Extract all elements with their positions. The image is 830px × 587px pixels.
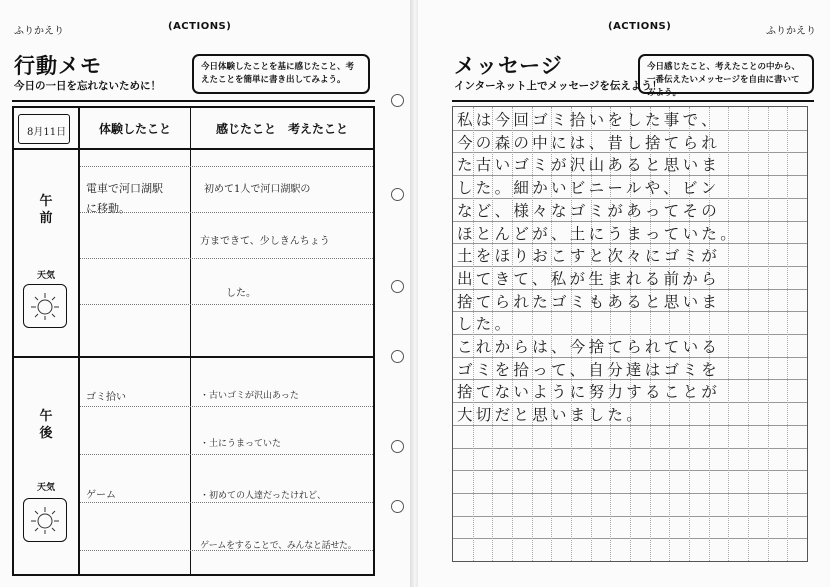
row-line — [80, 166, 373, 167]
grid-col-line — [748, 107, 749, 561]
pm-experience-line: ゲーム — [86, 490, 116, 501]
message-line: した。細かいビニールや、ビン — [457, 179, 720, 198]
page-title: メッセージ — [454, 54, 563, 78]
binder-hole — [391, 350, 404, 363]
page-subtitle: 今日の一日を忘れないために！ — [14, 80, 161, 92]
row-line — [80, 258, 373, 259]
left-page — [0, 0, 412, 587]
grid-col-line — [728, 107, 729, 561]
table-header — [14, 108, 373, 150]
weather-box-pm — [23, 498, 67, 542]
column-divider — [190, 108, 191, 574]
page-title: 行動メモ — [14, 54, 102, 78]
period-am: 午 前 — [39, 194, 53, 226]
binder-hole — [391, 500, 404, 513]
header-rule — [12, 100, 375, 102]
header-rule — [452, 100, 814, 102]
message-line: 捨てられたゴミもあると思いま — [457, 292, 721, 311]
message-line: ゴミを拾って、自分達はゴミを — [457, 360, 720, 379]
binder-hole — [391, 94, 404, 107]
column-experience: 体験したこと — [98, 121, 171, 136]
am-pm-divider — [14, 356, 373, 358]
sun-icon — [28, 289, 62, 323]
date-box — [18, 114, 70, 144]
message-line: 私は今回ゴミ拾いをした事で、 — [457, 111, 720, 129]
row-line — [80, 406, 373, 407]
row-line — [80, 502, 373, 503]
period-pm: 午 後 — [39, 409, 53, 441]
message-line: これからは、今捨てられている — [457, 338, 721, 356]
sun-icon — [28, 503, 62, 537]
page-subtitle: インターネット上でメッセージを伝えよう！ — [454, 80, 663, 92]
activity-table — [12, 106, 375, 576]
message-line: た古いゴミが沢山あると思いま — [457, 156, 721, 175]
pm-thoughts-line: ・土にうまっていた — [200, 439, 282, 449]
message-line: 土をほりおこすと次々にゴミが — [457, 247, 721, 266]
column-divider — [78, 108, 80, 574]
am-experience-line: に移動。 — [86, 202, 130, 215]
am-thoughts-line: 初めて1人で河口湖駅の — [204, 184, 311, 195]
pm-experience-line: ゴミ拾い — [86, 392, 126, 403]
message-line: 大切だと思いました。 — [457, 406, 646, 425]
message-line: 捨てないように努力することが — [457, 383, 721, 402]
binder-hole — [391, 440, 404, 453]
message-line: ほとんどが、土にうまっていた。 — [457, 224, 740, 243]
am-thoughts-line: した。 — [226, 288, 256, 299]
row-line — [80, 304, 373, 305]
weather-box-am — [23, 284, 67, 328]
pm-thoughts-line: ゲームをすることで、みんなと話せた。 — [200, 541, 357, 551]
section-tag: ふりかえり — [766, 26, 816, 37]
instruction-note: 今日体験したことを基に感じたこと、考えたことを簡単に書き出してみよう。 — [192, 54, 370, 94]
row-line — [80, 454, 373, 455]
grid-col-line — [787, 107, 788, 561]
date-value: 8月11日 — [27, 127, 67, 138]
column-thoughts: 感じたこと 考えたこと — [215, 121, 348, 136]
message-line: など、様々なゴミがあってその — [457, 201, 721, 220]
weather-label-am: 天気 — [36, 271, 55, 281]
pm-thoughts-line: ・初めての人達だったけれど、 — [200, 491, 327, 501]
brand-label: (ACTIONS) — [168, 21, 232, 32]
binder-hole — [391, 188, 404, 201]
instruction-note: 今日感じたこと、考えたことの中から、一番伝えたいメッセージを自由に書いてみよう。 — [638, 54, 814, 94]
brand-label: (ACTIONS) — [608, 21, 672, 32]
weather-label-pm: 天気 — [36, 483, 55, 493]
message-grid — [452, 106, 808, 562]
am-thoughts-line: 方まできて、少しきんちょう — [200, 236, 330, 247]
message-line: した。 — [457, 315, 514, 334]
message-line: 出てきて、私が生まれる前から — [457, 269, 720, 288]
am-experience-line: 電車で河口湖駅 — [86, 182, 163, 195]
pm-thoughts-line: ・古いゴミが沢山あった — [200, 391, 299, 401]
grid-col-line — [768, 107, 769, 561]
section-tag: ふりかえり — [14, 26, 64, 37]
binder-hole — [391, 280, 404, 293]
message-line: 今の森の中には、昔し捨てられ — [457, 133, 721, 152]
